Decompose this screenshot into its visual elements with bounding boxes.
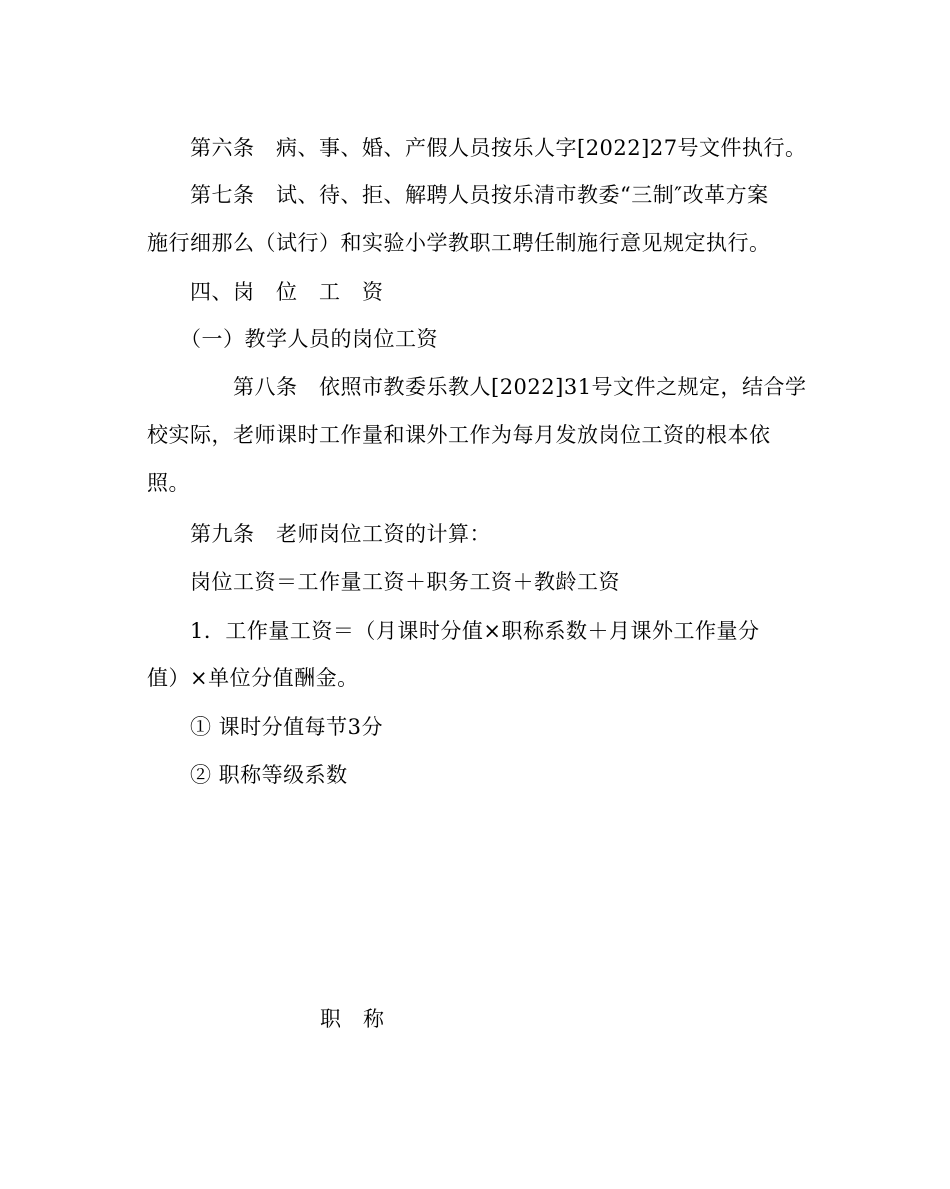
item-1-lesson-score: ① 课时分值每节3分 [190, 715, 384, 739]
item-2-title-coefficient: ② 职称等级系数 [190, 763, 348, 787]
salary-formula: 岗位工资＝工作量工资＋职务工资＋教龄工资 [190, 570, 620, 594]
workload-formula: 1．工作量工资＝（月课时分值×职称系数＋月课外工作量分 [190, 619, 760, 643]
article-8-continuation-1: 校实际，老师课时工作量和课外工作为每月发放岗位工资的根本依 [147, 423, 771, 447]
article-7-continuation: 施行细那么（试行）和实验小学教职工聘任制施行意见规定执行。 [147, 231, 771, 255]
article-9-text: 第九条 老师岗位工资的计算： [190, 522, 491, 546]
workload-formula-continuation: 值）×单位分值酬金。 [147, 666, 359, 690]
article-8-continuation-2: 照。 [147, 471, 190, 495]
article-7-text: 第七条 试、待、拒、解聘人员按乐清市教委“三制″改革方案 [190, 183, 769, 207]
subsection-1-heading: （一）教学人员的岗位工资 [180, 327, 438, 351]
article-8-text: 第八条 依照市教委乐教人[2022]31号文件之规定，结合学 [233, 375, 807, 399]
section-4-heading: 四、岗 位 工 资 [190, 280, 384, 304]
table-header-title: 职 称 [320, 1007, 385, 1031]
article-6-text: 第六条 病、事、婚、产假人员按乐人字[2022]27号文件执行。 [190, 136, 807, 160]
